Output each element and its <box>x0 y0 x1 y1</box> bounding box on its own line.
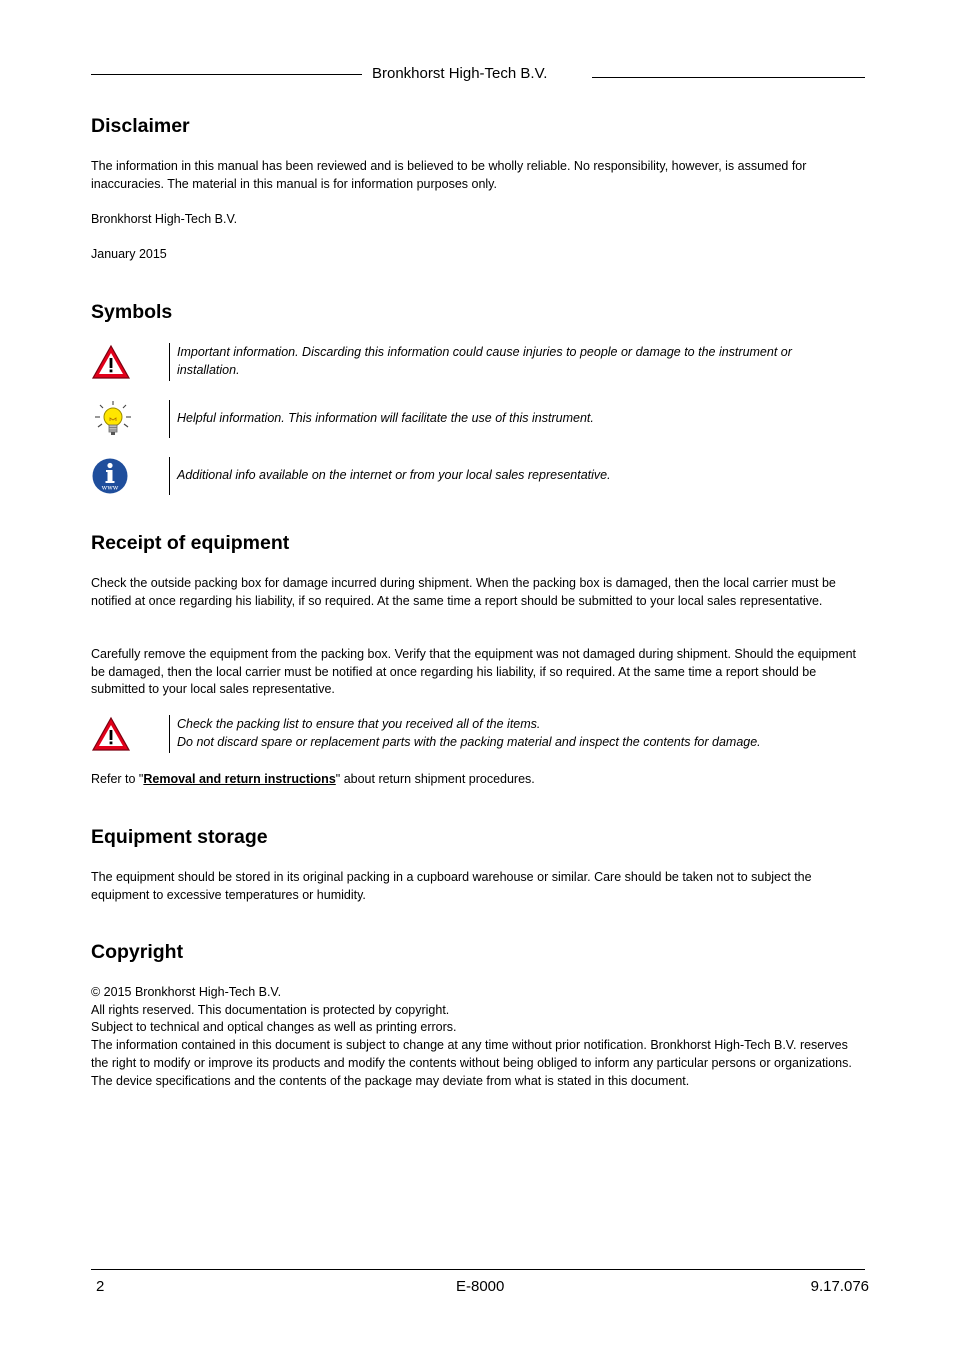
header-rule-left <box>91 74 362 75</box>
header-company: Bronkhorst High-Tech B.V. <box>372 65 548 82</box>
warning-icon <box>91 715 131 753</box>
receipt-refer-text <box>91 771 866 789</box>
receipt-heading: Receipt of equipment <box>91 532 290 554</box>
copyright-heading: Copyright <box>91 941 184 963</box>
symbol-text-helpful: Helpful information. This information will facilitate the use of this instrument. <box>177 411 594 425</box>
receipt-note-line-1: Check the packing list to ensure that you received all of the items. <box>177 717 541 731</box>
receipt-para-2: Carefully remove the equipment from the packing box. Verify that the equipment was not damaged during shipment. Should the equipment be damaged, then the local carrier must be notified at once regarding his liability, if so required. At the same time a report should be submitted to your local sales representative. <box>91 647 857 697</box>
footer-version: 9.17.076 <box>810 1278 869 1295</box>
symbol-text-important: Important information. Discarding this information could cause injuries to people or damage to the instrument or installation. <box>177 345 792 377</box>
warning-icon <box>91 343 131 381</box>
header-rule-right <box>592 77 865 78</box>
receipt-note-line-2: Do not discard spare or replacement parts with the packing material and inspect the contents for damage. <box>177 734 761 749</box>
symbol-divider <box>169 457 170 495</box>
disclaimer-text: The information in this manual has been reviewed and is believed to be wholly reliable. No responsibility, however, is assumed for inaccuracies. The material in this manual is for information purposes only. <box>91 159 807 191</box>
disclaimer-company: Bronkhorst High-Tech B.V. <box>91 212 238 226</box>
info-www-icon <box>91 457 131 495</box>
refer-suffix: " about return shipment procedures. <box>335 772 535 786</box>
lightbulb-icon <box>91 400 131 438</box>
receipt-para-1: Check the outside packing box for damage incurred during shipment. When the packing box is damaged, then the local carrier must be notified at once regarding his liability, if so required. At the same time a report should be submitted to your local sales representative. <box>91 576 836 608</box>
symbol-divider <box>169 343 170 381</box>
copyright-line-1: © 2015 Bronkhorst High-Tech B.V. <box>91 985 282 999</box>
copyright-line-3: Subject to technical and optical changes as well as printing errors. <box>91 1020 457 1035</box>
symbol-divider <box>169 400 170 438</box>
storage-text: The equipment should be stored in its original packing in a cupboard warehouse or similar. Care should be taken not to subject the equipment to excessive temperatures or humidity. <box>91 870 812 902</box>
receipt-note-text <box>177 716 857 751</box>
removal-return-link[interactable]: Removal and return instructions <box>143 772 336 786</box>
symbol-row-helpful <box>91 400 866 438</box>
copyright-line-4: The information contained in this document is subject to change at any time without prior notification. Bronkhorst High-Tech B.V. reserves the right to modify or improve its products and modify the contents without being obliged to inform any particular persons or organizations. The device specifications and the contents of the package may deviate from what is stated in this document. <box>91 1038 852 1088</box>
copyright-line-2: All rights reserved. This documentation is protected by copyright. <box>91 1002 450 1017</box>
svg-text:www: www <box>101 483 119 492</box>
storage-heading: Equipment storage <box>91 826 268 848</box>
copyright-text <box>91 984 866 1090</box>
disclaimer-date: January 2015 <box>91 247 167 261</box>
page-footer <box>91 1269 869 1299</box>
page-header <box>91 64 865 86</box>
symbols-heading: Symbols <box>91 301 173 323</box>
refer-prefix: Refer to " <box>91 772 144 786</box>
receipt-warning-note <box>91 715 866 753</box>
disclaimer-heading: Disclaimer <box>91 115 190 137</box>
footer-doc-number: E-8000 <box>456 1278 505 1295</box>
symbol-divider <box>169 715 170 753</box>
symbol-row-important <box>91 343 866 381</box>
symbol-row-info <box>91 457 866 495</box>
footer-page-number: 2 <box>96 1278 105 1295</box>
symbol-text-info: Additional info available on the internet or from your local sales representative. <box>177 468 611 482</box>
